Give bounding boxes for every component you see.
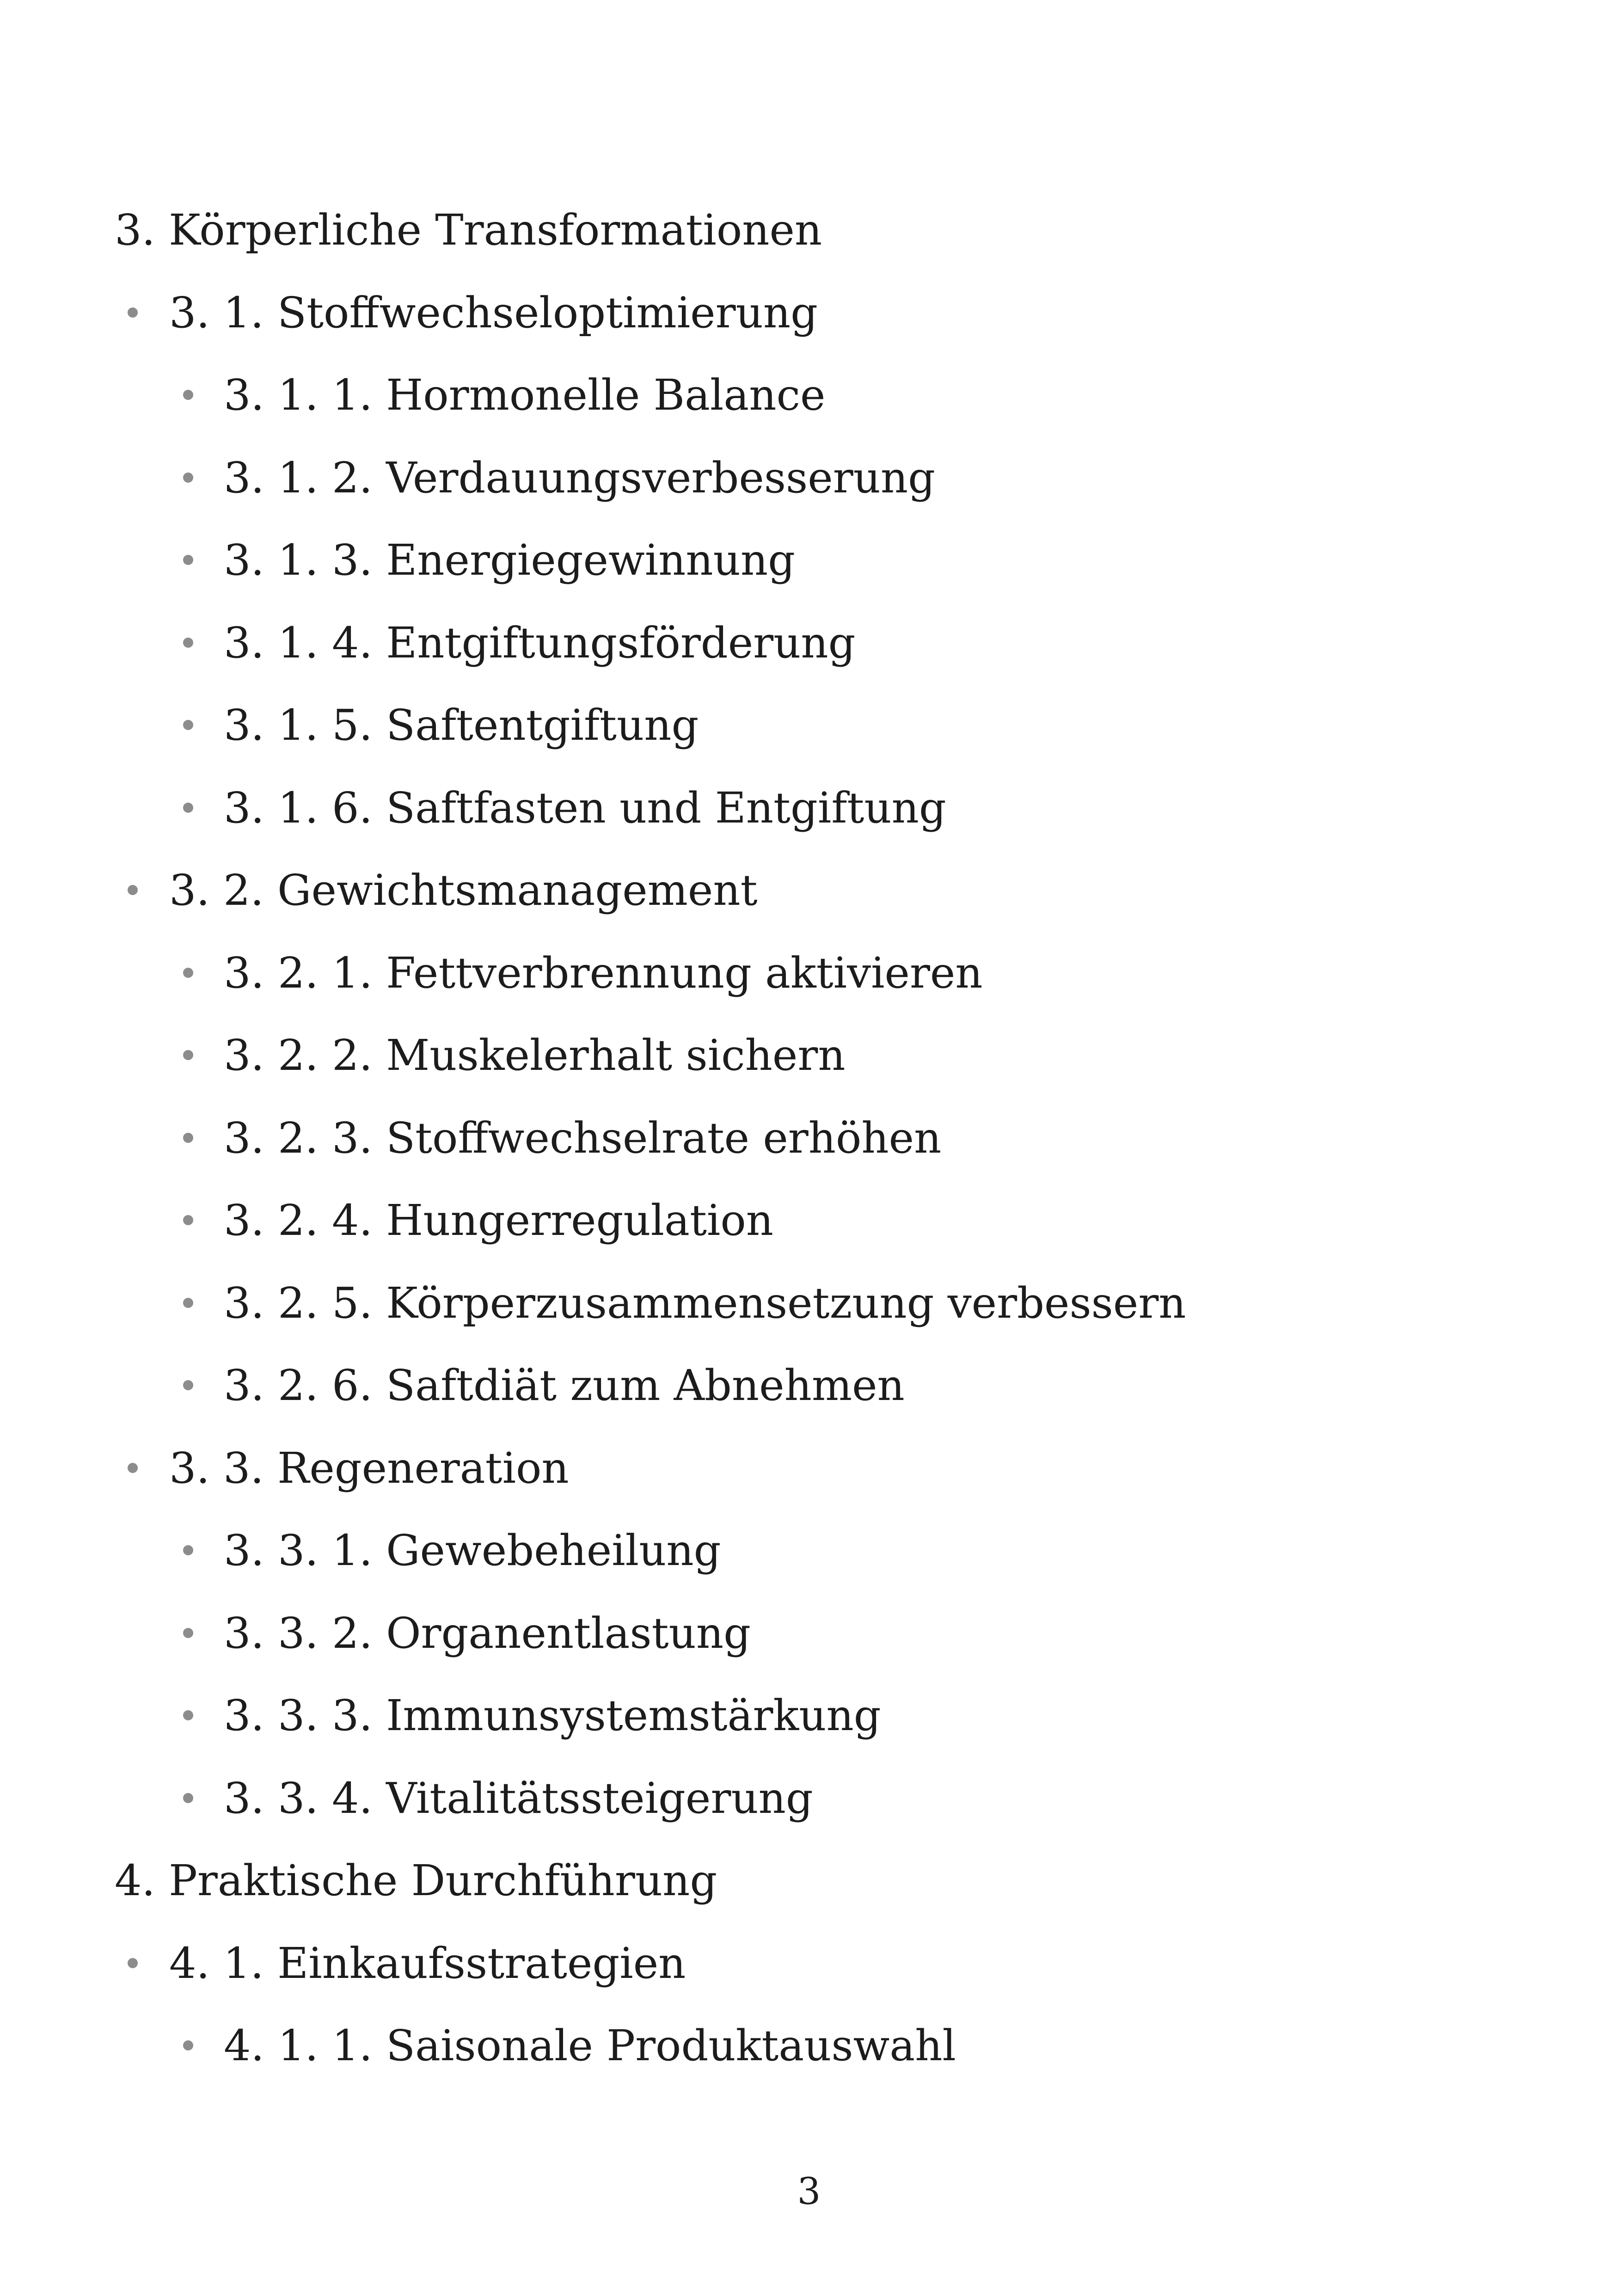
toc-entry-label: 3. 1. 3. Energiegewinnung bbox=[224, 535, 796, 585]
toc-entry-label: 3. 2. 6. Saftdiät zum Abnehmen bbox=[224, 1361, 905, 1410]
bullet-icon bbox=[128, 307, 138, 318]
toc-entry-label: 3. 1. 1. Hormonelle Balance bbox=[224, 370, 826, 420]
bullet-icon bbox=[183, 1133, 193, 1143]
toc-entry-label: 3. 3. Regeneration bbox=[169, 1443, 569, 1493]
bullet-icon bbox=[183, 968, 193, 978]
bullet-icon bbox=[183, 390, 193, 400]
toc-entry-label: 3. 2. 3. Stoffwechselrate erhöhen bbox=[224, 1113, 942, 1163]
toc-entry-label: 3. Körperliche Transformationen bbox=[115, 205, 822, 255]
bullet-icon bbox=[128, 1958, 138, 1968]
toc-entry-label: 3. 1. 2. Verdauungsverbesserung bbox=[224, 453, 936, 503]
bullet-icon bbox=[183, 1793, 193, 1803]
toc-entry-label: 3. 1. 5. Saftentgiftung bbox=[224, 700, 699, 750]
toc-entry-label: 3. 2. 4. Hungerregulation bbox=[224, 1196, 773, 1245]
toc-entry-label: 3. 3. 3. Immunsystemstärkung bbox=[224, 1691, 881, 1740]
toc-entry-label: 3. 1. 4. Entgiftungsförderung bbox=[224, 618, 856, 668]
bullet-icon bbox=[183, 1380, 193, 1390]
toc-entry-label: 4. 1. Einkaufsstrategien bbox=[169, 1939, 686, 1988]
toc-entry-label: 3. 1. Stoffwechseloptimierung bbox=[169, 288, 818, 338]
toc-entry-label: 3. 2. 1. Fettverbrennung aktivieren bbox=[224, 948, 983, 998]
bullet-icon bbox=[183, 1628, 193, 1638]
bullet-icon bbox=[183, 1545, 193, 1555]
bullet-icon bbox=[183, 720, 193, 730]
bullet-icon bbox=[183, 555, 193, 565]
bullet-icon bbox=[183, 1298, 193, 1308]
bullet-icon bbox=[128, 885, 138, 895]
bullet-icon bbox=[183, 1710, 193, 1720]
bullet-icon bbox=[183, 1050, 193, 1060]
toc-entry-label: 3. 2. Gewichtsmanagement bbox=[169, 866, 758, 915]
bullet-icon bbox=[183, 803, 193, 813]
bullet-icon bbox=[183, 638, 193, 648]
toc-entry-label: 4. 1. 1. Saisonale Produktauswahl bbox=[224, 2021, 956, 2070]
toc-entry-label: 4. Praktische Durchführung bbox=[115, 1856, 717, 1905]
bullet-icon bbox=[183, 1215, 193, 1225]
toc-entry-label: 3. 3. 2. Organentlastung bbox=[224, 1608, 751, 1658]
toc-entry-label: 3. 3. 4. Vitalitätssteigerung bbox=[224, 1774, 813, 1823]
toc-entry-label: 3. 2. 5. Körperzusammensetzung verbessern bbox=[224, 1278, 1186, 1328]
bullet-icon bbox=[128, 1463, 138, 1473]
page-number: 3 bbox=[797, 2170, 821, 2213]
toc-entry-label: 3. 1. 6. Saftfasten und Entgiftung bbox=[224, 783, 946, 833]
toc-entry-label: 3. 3. 1. Gewebeheilung bbox=[224, 1526, 721, 1575]
bullet-icon bbox=[183, 473, 193, 483]
toc-entry-label: 3. 2. 2. Muskelerhalt sichern bbox=[224, 1031, 846, 1080]
bullet-icon bbox=[183, 2040, 193, 2050]
